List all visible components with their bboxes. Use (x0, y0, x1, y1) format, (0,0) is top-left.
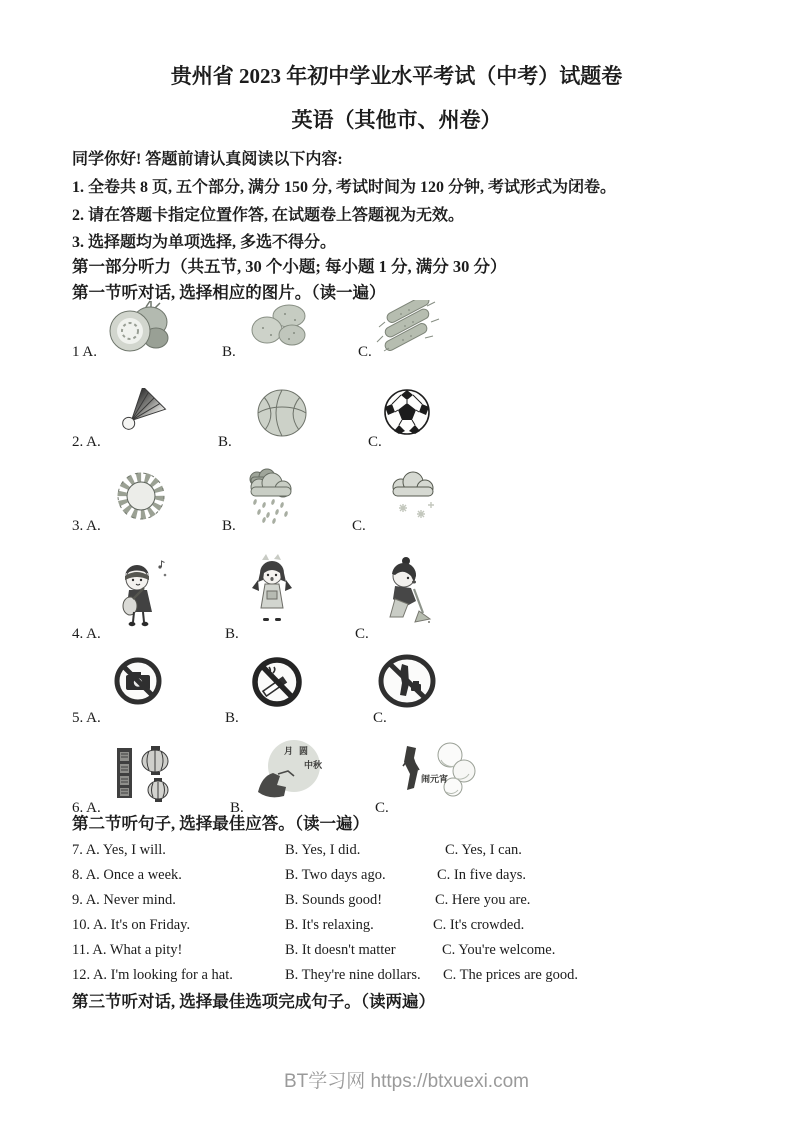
sun-image (110, 468, 172, 524)
lantern-festival-caption: 闹元宵 (421, 774, 449, 784)
option-b: B. Yes, I did. (285, 842, 361, 858)
option-b: B. It's relaxing. (285, 917, 374, 933)
mid-autumn-caption-top: 月圆 (284, 746, 315, 756)
question-row-8 (72, 867, 732, 887)
mid-autumn-caption-bottom: 中秋 (304, 760, 323, 770)
option-c: C. The prices are good. (443, 967, 579, 983)
question-row-11 (72, 942, 732, 962)
option-a: 10. A. It's on Friday. (72, 917, 191, 933)
option-a: 11. A. What a pity! (72, 942, 183, 958)
option-label: 2. A. (72, 434, 101, 450)
option-c: C. It's crowded. (433, 917, 525, 933)
section1-heading: 第一节听对话, 选择相应的图片。（读一遍） (72, 283, 386, 302)
shuttlecock-image (112, 388, 168, 438)
option-label: 5. A. (72, 710, 101, 726)
option-a: 7. A. Yes, I will. (72, 842, 166, 858)
note-line: 1. 全卷共 8 页, 五个部分, 满分 150 分, 考试时间为 120 分钟, 考试形式为闭卷。 (72, 179, 617, 196)
option-label: C. (358, 344, 372, 360)
no-smoking-sign-image (252, 652, 302, 712)
option-a: 8. A. Once a week. (72, 867, 182, 883)
option-a: 9. A. Never mind. (72, 892, 176, 908)
option-label: B. (225, 626, 239, 642)
option-label: B. (225, 710, 239, 726)
note-line: 3. 选择题均为单项选择, 多选不得分。 (72, 234, 337, 251)
basketball-image (253, 388, 311, 438)
option-label: 4. A. (72, 626, 101, 642)
section3-heading: 第三节听对话, 选择最佳选项完成句子。（读两遍） (72, 992, 435, 1011)
question-row-10 (72, 917, 732, 937)
option-c: C. In five days. (437, 867, 526, 883)
child-sweeping-image (377, 556, 433, 628)
tomatoes-image (105, 298, 170, 353)
corn-cobs-image (375, 300, 442, 352)
mid-autumn-festival-moon-image (248, 738, 326, 802)
greeting-line: 同学你好! 答题前请认真阅读以下内容: (72, 151, 343, 168)
option-c: C. Here you are. (435, 892, 531, 908)
note-line: 2. 请在答题卡指定位置作答, 在试题卷上答题视为无效。 (72, 207, 465, 224)
option-label: C. (355, 626, 369, 642)
option-label: 6. A. (72, 800, 101, 816)
option-label: B. (222, 344, 236, 360)
part1-heading: 第一部分听力（共五节, 30 个小题; 每小题 1 分, 满分 30 分） (72, 257, 507, 276)
snow-cloud-image (385, 470, 441, 522)
option-c: C. Yes, I can. (445, 842, 522, 858)
spring-festival-lanterns-image (113, 744, 179, 804)
option-b: B. They're nine dollars. (285, 967, 421, 983)
option-label: C. (373, 710, 387, 726)
option-label: 3. A. (72, 518, 101, 534)
question-row-12 (72, 967, 732, 987)
option-b: B. Two days ago. (285, 867, 386, 883)
section2-heading: 第二节听句子, 选择最佳应答。（读一遍） (72, 814, 369, 833)
option-label: C. (352, 518, 366, 534)
question-row-7 (72, 842, 732, 862)
girl-playing-guitar-image (115, 560, 169, 630)
option-label: C. (375, 800, 389, 816)
soccer-ball-image (378, 388, 436, 438)
potatoes-image (247, 302, 312, 350)
option-a: 12. A. I'm looking for a hat. (72, 967, 233, 983)
page-title: 贵州省 2023 年初中学业水平考试（中考）试题卷 (170, 64, 623, 88)
option-c: C. You're welcome. (442, 942, 556, 958)
option-b: B. Sounds good! (285, 892, 383, 908)
page-subtitle: 英语（其他市、州卷） (291, 108, 502, 132)
option-label: B. (230, 800, 244, 816)
watermark-text: BT学习网 https://btxuexi.com (284, 1071, 529, 1092)
option-label: 1 A. (72, 344, 98, 360)
no-littering-sign-image (378, 654, 436, 708)
option-label: B. (218, 434, 232, 450)
question-row-9 (72, 892, 732, 912)
option-b: B. It doesn't matter (285, 942, 396, 958)
rain-cloud-image (240, 468, 296, 524)
girl-singing-image (248, 554, 296, 628)
lantern-festival-tangyuan-image (395, 742, 479, 800)
option-label: B. (222, 518, 236, 534)
option-label: C. (368, 434, 382, 450)
no-photography-sign-image (113, 654, 163, 710)
